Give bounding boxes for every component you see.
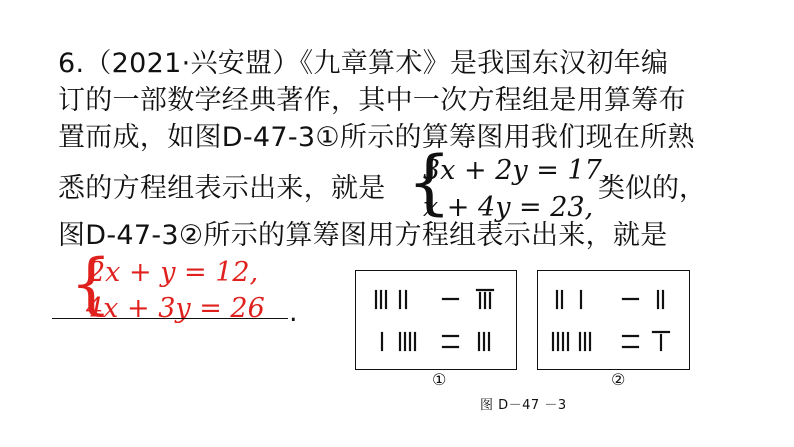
figure-label-2: ② <box>611 370 626 389</box>
counting-rod-figure-2 <box>537 270 690 370</box>
counting-rods-diagram-2 <box>538 271 689 369</box>
problem-line-2: 订的一部数学经典著作，其中一次方程组是用算筹布 <box>58 85 686 116</box>
counting-rods-diagram-1 <box>356 271 516 369</box>
answer-equation-1: 2x + y = 12, <box>88 257 259 288</box>
answer-left-brace: { <box>70 245 112 322</box>
answer-end-punctuation: . <box>289 297 298 328</box>
system1-equation-2: x + 4y = 23, <box>423 192 594 223</box>
counting-rod-figure-1 <box>355 270 517 370</box>
problem-line-4-prefix: 悉的方程组表示出来，就是 <box>58 173 386 204</box>
problem-line-1: 6.（2021·兴安盟）《九章算术》是我国东汉初年编 <box>58 48 669 79</box>
left-brace: { <box>407 141 452 223</box>
equation-system-1 <box>407 141 611 225</box>
answer-equation-2: 4x + 3y = 26 <box>86 293 265 324</box>
problem-line-3: 置而成，如图D-47-3①所示的算筹图用我们现在所熟 <box>58 122 695 153</box>
system1-equation-1: 3x + 2y = 17, <box>423 155 611 186</box>
figure-caption: 图 D－47 －3 <box>480 398 567 413</box>
problem-line-5: 图D-47-3②所示的算筹图用方程组表示出来，就是 <box>58 220 668 251</box>
problem-line-4-suffix: 类似的， <box>598 173 706 204</box>
answer-blank-underline <box>52 318 288 319</box>
figure-label-1: ① <box>432 370 447 389</box>
answer-system <box>70 245 290 327</box>
